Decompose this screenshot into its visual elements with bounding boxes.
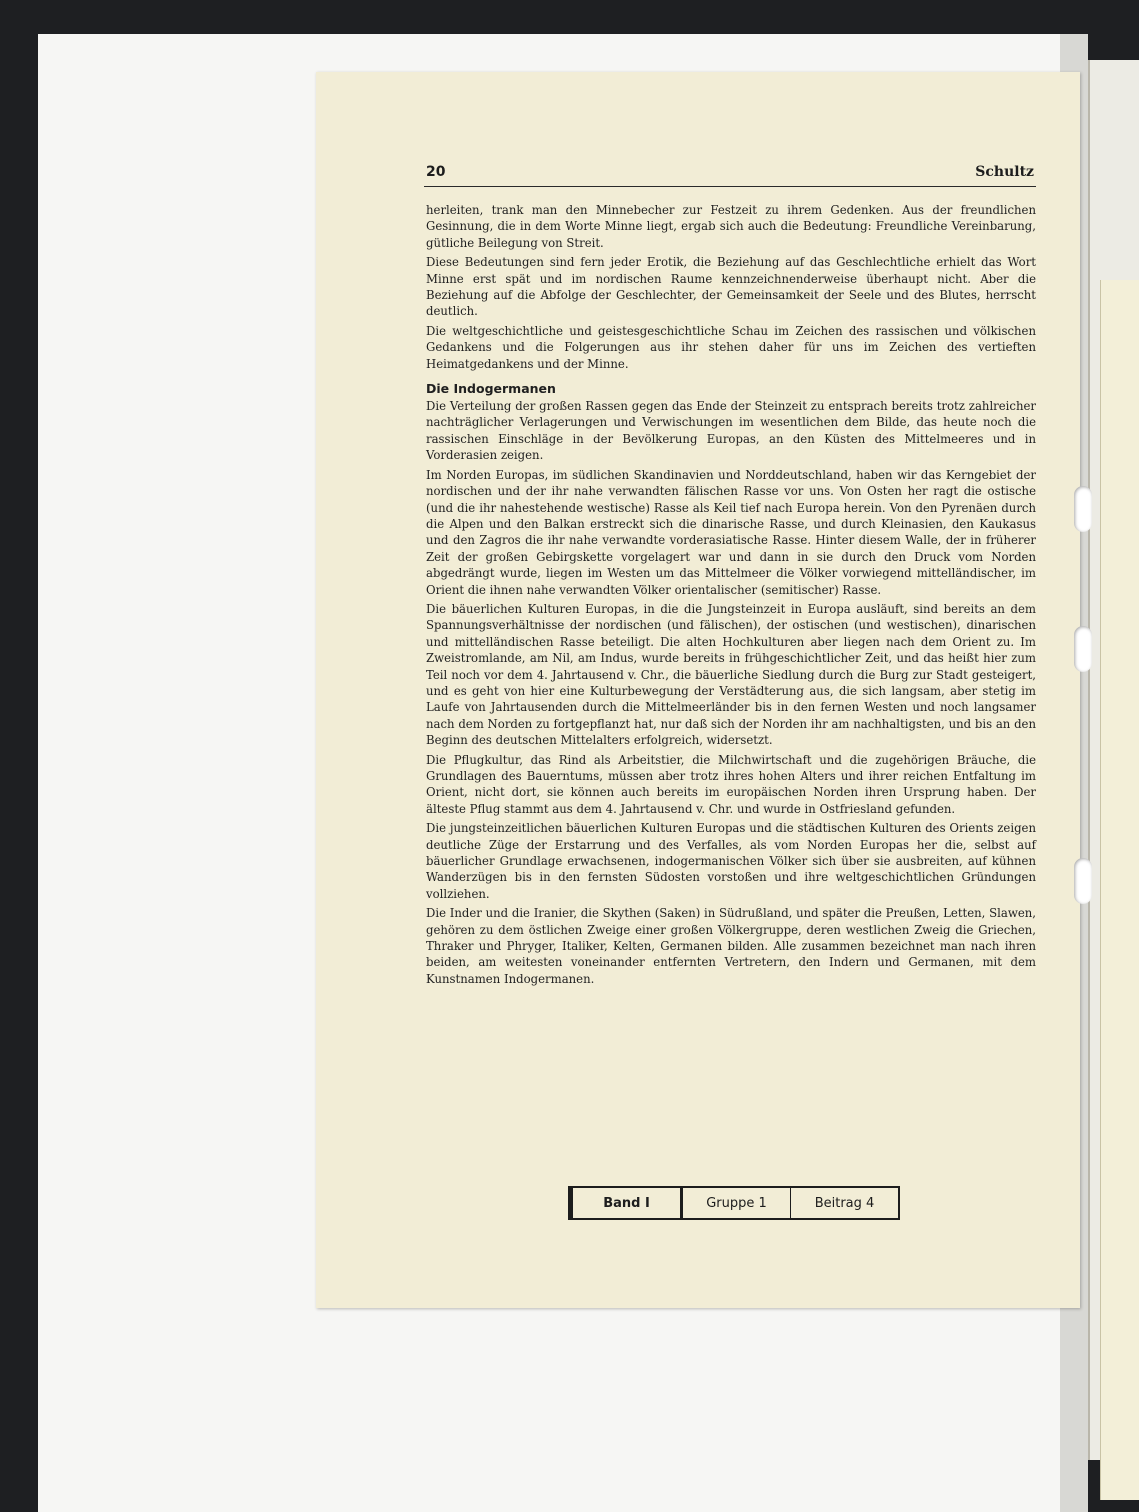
section-heading: Die Indogermanen <box>426 381 556 397</box>
paragraph: herleiten, trank man den Minnebecher zur Festzeit zu ihrem Gedenken. Aus der freundlichen Gesinnung, die in dem Worte Minne liegt, ergab sich auch die Bedeutung: Freundliche Vereinbarung, gütliche Beilegung von Streit. <box>426 203 1036 250</box>
punch-hole-middle <box>1074 626 1092 672</box>
paragraph: Diese Bedeutungen sind fern jeder Erotik, die Beziehung auf das Geschlechtliche erhielt das Wort Minne erst spät und im nordischen Raume kennzeichnenderweise überhaupt nicht. Aber die Beziehung auf die Abfolge der Geschlechter, der Gemeinsamkeit der Seele und des Blutes, herrscht deutlich. <box>426 255 1036 319</box>
paragraph: Die Verteilung der großen Rassen gegen das Ende der Steinzeit zu entsprach bereits trotz zahlreicher nachträglicher Verlagerungen und Verwischungen im wesentlichen dem Bilde, das heute noch die rassischen Einschläge in der Bevölkerung Europas, an den Küsten des Mittelmeeres und in Vorderasien zeigen. <box>426 399 1036 463</box>
punch-hole-top <box>1074 486 1092 532</box>
paragraph: Die jungsteinzeitlichen bäuerlichen Kulturen Europas und die städtischen Kulturen des Orients zeigen deutliche Züge der Erstarrung und des Verfalles, als vom Norden Europas her die, selbst auf bäuerlicher Grundlage erwachsenen, indogermanischen Völker sich über sie ausbreiten, auf kühnen Wanderzügen bis in den fernsten Südosten vorstoßen und ihre weltgeschichtlichen Gründungen vollziehen. <box>426 821 1036 901</box>
paragraph: Im Norden Europas, im südlichen Skandinavien und Norddeutschland, haben wir das Kerngebiet der nordischen und der ihr nahe verwandten fälischen Rasse vor uns. Von Osten her ragt die ostische (und die ihr nahestehende westische) Rasse als Keil tief nach Europa herein. Von den Pyrenäen durch die Alpen und den Balkan erstreckt sich die dinarische Rasse, und durch Kleinasien, den Kaukasus und den Zagros die ihr nahe verwandte vorderasiatische Rasse. Hinter diesem Walle, der in früherer Zeit der großen Gebirgskette vorgelagert war und dann in sie durch den Druck vom Norden abgedrängt wurde, liegen im Westen um das Mittelmeer die Völker vorwiegend mittelländischer, im Orient die ihnen nahe verwandten Völker orientalischer (semitischer) Rasse. <box>426 467 1036 597</box>
footer-gruppe: Gruppe 1 <box>683 1188 791 1218</box>
paragraph: Die weltgeschichtliche und geistesgeschichtliche Schau im Zeichen des rassischen und völkischen Gedankens und die Folgerungen aus ihr stehen daher für uns im Zeichen des vertieften Heimatgedankens und der Minne. <box>426 323 1036 371</box>
author-name: Schultz <box>975 164 1034 180</box>
footer-band: Band I <box>570 1188 683 1218</box>
footer-beitrag: Beitrag 4 <box>814 1195 875 1211</box>
paragraph: Die Pflugkultur, das Rind als Arbeitstier, die Milchwirtschaft und die zugehörigen Bräuche, die Grundlagen des Bauerntums, müssen aber trotz ihres hohen Alters und ihrer reichen Entfaltung im Orient, nicht dort, sie können auch bereits im europäischen Norden ihren Ursprung haben. Der älteste Pflug stammt aus dem 4. Jahrtausend v. Chr. und wurde in Ostfriesland gefunden. <box>426 752 1036 816</box>
paragraph: Die Inder und die Iranier, die Skythen (Saken) in Südrußland, und später die Preußen, Letten, Slawen, gehören zu dem östlichen Zweige einer großen Völkergruppe, deren westlichen Zweig die Griechen, Thraker und Phryger, Italiker, Kelten, Germanen bilden. Alle zusammen bezeichnet man nach ihren beiden, am weitesten voneinander entfernten Vertretern, den Indern und Germanen, mit dem Kunstnamen Indogermanen. <box>426 906 1036 986</box>
next-page-edge <box>1100 280 1139 1500</box>
body-text <box>426 202 1036 990</box>
punch-hole-bottom <box>1074 858 1092 904</box>
footer-reference-box <box>568 1186 900 1220</box>
page-number: 20 <box>426 164 446 180</box>
binder-edge <box>1088 60 1139 1460</box>
page-header <box>424 160 1036 187</box>
paragraph: Die bäuerlichen Kulturen Europas, in die die Jungsteinzeit in Europa ausläuft, sind bereits an dem Spannungsverhältnisse der nordischen (und fälischen), der ostischen (und westischen), dinarischen und mittelländischen Rasse beteiligt. Die alten Hochkulturen aber liegen nach dem Orient zu. Im Zweistromlande, am Nil, am Indus, wurde bereits in frühgeschichtlicher Zeit, und das heißt hier zum Teil noch vor dem 4. Jahrtausend v. Chr., die bäuerliche Siedlung durch die Burg zur Stadt gesteigert, und es geht von hier eine Kulturbewegung der Verstädterung aus, die sich langsam, aber stetig im Laufe von Jahrtausenden durch die Mittelmeerländer bis in den fernen Westen und noch langsamer nach dem Norden zu fortgepflanzt hat, nur daß sich der Norden ihr am nachhaltigsten, und bis an den Beginn des deutschen Mittelalters erfolgreich, widersetzt. <box>426 601 1036 748</box>
